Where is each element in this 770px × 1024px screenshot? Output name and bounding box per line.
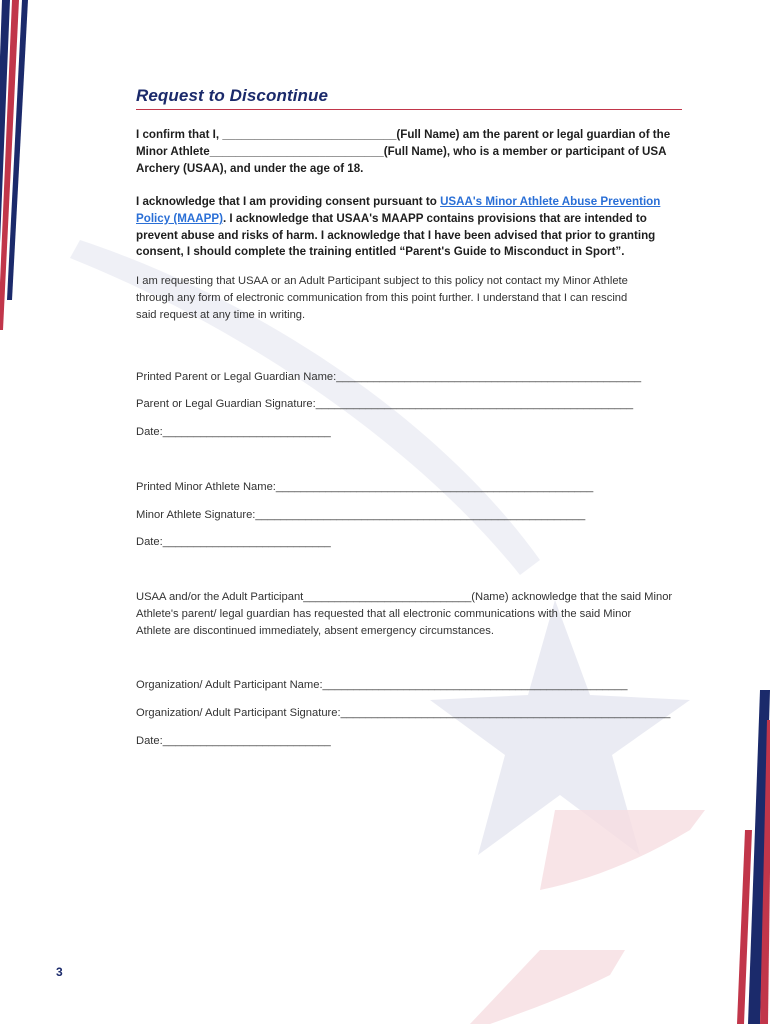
- right-stripes: [737, 690, 770, 1024]
- organization-date-field[interactable]: Date:___________________________: [136, 735, 331, 747]
- athlete-date-field[interactable]: Date:___________________________: [136, 536, 331, 548]
- participant-ack-line-2: Athlete's parent/ legal guardian has requested that all electronic communications with the said Minor: [136, 608, 632, 620]
- red-swoosh-watermark-2: [470, 950, 625, 1024]
- organization-signature-field[interactable]: Organization/ Adult Participant Signature:_____________________________________________________: [136, 707, 671, 719]
- participant-ack-line-1: USAA and/or the Adult Participant___________________________(Name) acknowledge that the said Minor: [136, 591, 673, 603]
- page-number: 3: [56, 965, 63, 979]
- maapp-link-continued[interactable]: Policy (MAAPP): [136, 211, 223, 225]
- guardian-date-field[interactable]: Date:___________________________: [136, 426, 331, 438]
- acknowledge-line-1: [136, 194, 682, 211]
- participant-ack-line-3: Athlete are discontinued immediately, absent emergency circumstances.: [136, 625, 494, 637]
- maapp-link[interactable]: USAA's Minor Athlete Abuse Prevention: [440, 195, 661, 208]
- confirm-line-2: Minor Athlete___________________________(Full Name), who is a member or participant of USA: [136, 144, 667, 158]
- acknowledge-rest: . I acknowledge that USAA's MAAPP contains provisions that are intended to: [222, 211, 647, 225]
- confirm-paragraph: [136, 127, 682, 177]
- request-line-2: through any form of electronic communication from this point further. I understand that I can rescind: [136, 292, 628, 304]
- acknowledge-line-3: prevent abuse and risks of harm. I acknowledge that I have been advised that prior to granting: [136, 228, 656, 242]
- red-swoosh-watermark: [540, 810, 705, 890]
- athlete-signature-field[interactable]: Minor Athlete Signature:_____________________________________________________: [136, 509, 586, 521]
- guardian-signature-field[interactable]: Parent or Legal Guardian Signature:___________________________________________________: [136, 398, 634, 410]
- acknowledge-line-2: [136, 211, 682, 228]
- confirm-line-3: Archery (USAA), and under the age of 18.: [136, 161, 364, 175]
- participant-ack-paragraph: [136, 589, 682, 640]
- title-divider: [136, 109, 682, 110]
- request-line-3: said request at any time in writing.: [136, 309, 306, 321]
- request-paragraph: [136, 273, 682, 324]
- left-stripes: [0, 0, 28, 340]
- request-line-1: I am requesting that USAA or an Adult Participant subject to this policy not contact my Minor Athlete: [136, 275, 628, 287]
- acknowledge-line-4: consent, I should complete the training entitled “Parent's Guide to Misconduct in Sport”.: [136, 245, 625, 259]
- acknowledge-paragraph: [136, 194, 682, 261]
- acknowledge-prefix: I acknowledge that I am providing consent pursuant to: [136, 195, 441, 208]
- confirm-line-1: I confirm that I, ___________________________(Full Name) am the parent or legal guardian of the: [136, 128, 671, 141]
- guardian-printed-name-field[interactable]: Printed Parent or Legal Guardian Name:_________________________________________________: [136, 371, 642, 383]
- athlete-printed-name-field[interactable]: Printed Minor Athlete Name:___________________________________________________: [136, 481, 594, 493]
- organization-name-field[interactable]: Organization/ Adult Participant Name:_________________________________________________: [136, 679, 628, 691]
- page-title: Request to Discontinue: [136, 86, 329, 105]
